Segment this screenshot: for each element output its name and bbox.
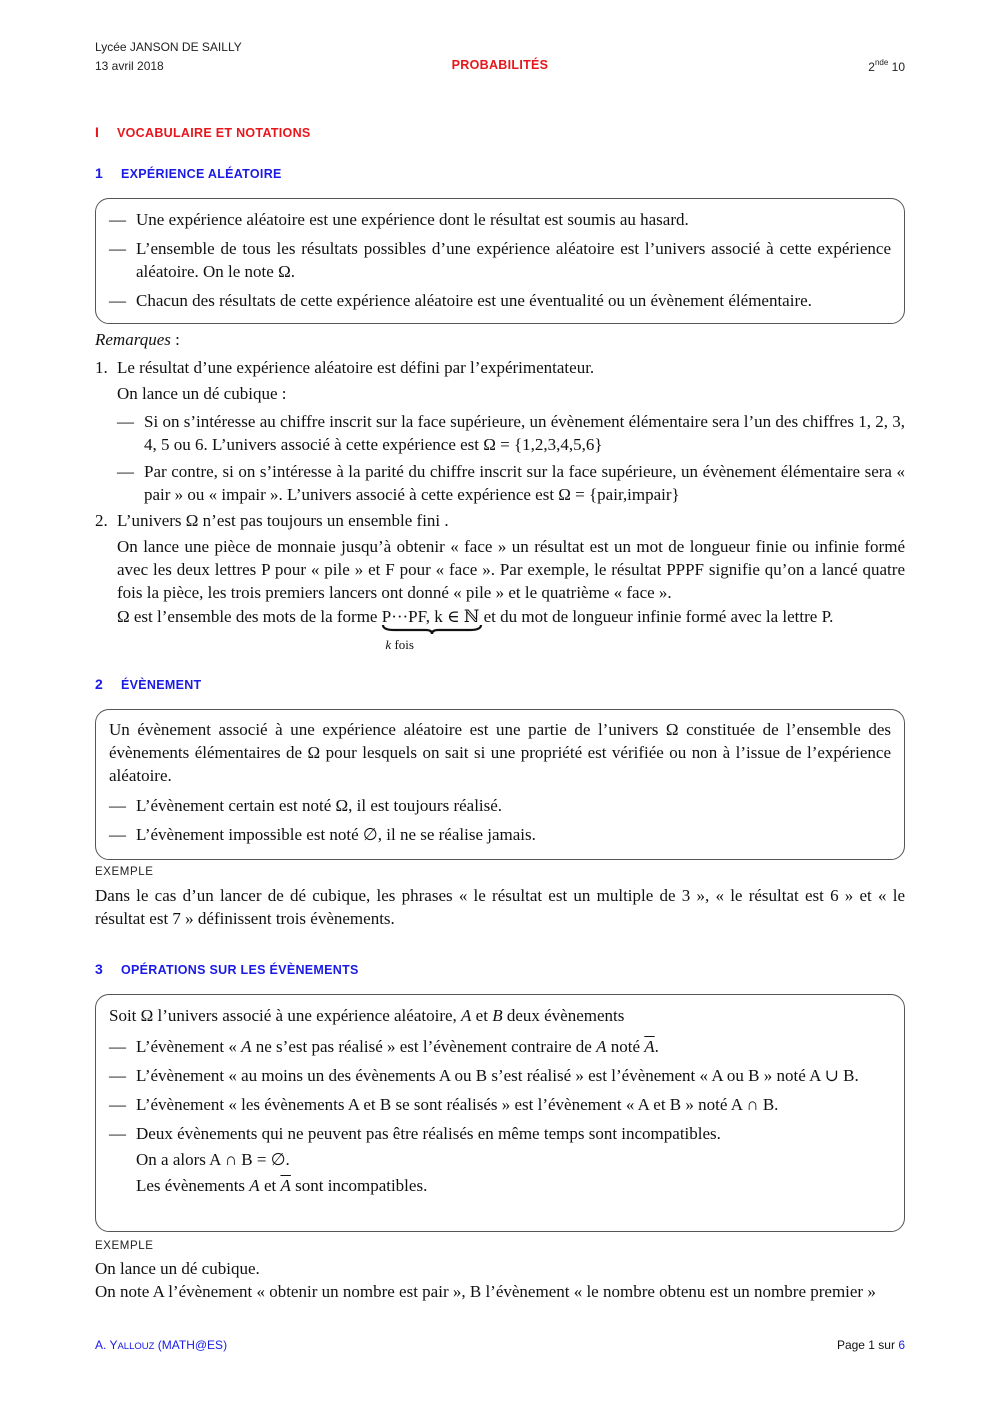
section-title: EXPÉRIENCE ALÉATOIRE	[121, 167, 282, 181]
definition-box-experience	[95, 198, 905, 324]
definition-item: — L’évènement certain est noté Ω, il est toujours réalisé.	[109, 794, 891, 817]
definition-item-incompatible: — Deux évènements qui ne peuvent pas être réalisés en même temps sont incompatibles. On a alors A ∩ B = ∅. Les évènements A et $\overline{A}$ sont incompatibles.	[109, 1122, 891, 1197]
definition-paragraph: Un évènement associé à une expérience aléatoire est une partie de l’univers Ω constituée de l’ensemble des évènements élémentaires de Ω pour lesquels on sait si une propriété est vérifiée ou non à l’issue de l’expérience aléatoire.	[109, 720, 891, 785]
remark-sub-item: — Si on s’intéresse au chiffre inscrit sur la face supérieure, un évènement élémentaire sera l’un des chiffres 1, 2, 3, 4, 5 ou 6. L’univers associé à cette expérience est Ω = {1,2,3,4,5,6}	[117, 410, 905, 456]
definition-item: — Une expérience aléatoire est une expérience dont le résultat est soumis au hasard.	[109, 208, 891, 231]
definition-item: — L’évènement impossible est noté ∅, il ne se réalise jamais.	[109, 823, 891, 846]
section-title: OPÉRATIONS SUR LES ÉVÈNEMENTS	[121, 963, 359, 977]
remarks-label: Remarques :	[95, 330, 180, 349]
complement-a: $\overline{A}$	[280, 1176, 291, 1195]
header-class	[868, 58, 905, 74]
class-sup: nde	[874, 58, 889, 67]
header-title: PROBABILITÉS	[451, 58, 549, 72]
header-school: Lycée JANSON DE SAILLY	[95, 40, 242, 54]
remark-line: Le résultat d’une expérience aléatoire est défini par l’expérimentateur.	[117, 358, 595, 377]
class-main: 2	[868, 60, 875, 74]
part-number: I	[95, 124, 100, 140]
example-label: EXEMPLE	[95, 866, 154, 878]
definition-item: — Chacun des résultats de cette expérience aléatoire est une éventualité ou un évènement élémentaire.	[109, 289, 891, 312]
example-label: EXEMPLE	[95, 1240, 154, 1252]
part-heading	[95, 124, 311, 140]
total-pages-link[interactable]: 6	[898, 1338, 905, 1352]
definition-item-union: — L’évènement « au moins un des évènements A ou B s’est réalisé » est l’évènement « A ou B » noté A ∪ B.	[109, 1064, 891, 1087]
remark-2	[95, 509, 905, 652]
remark-line: On lance un dé cubique :	[117, 384, 287, 403]
remark-paragraph: On lance une pièce de monnaie jusqu’à obtenir « face » un résultat est un mot de longueur finie ou infinie formé avec les deux lettres P pour « pile » et F pour « face ». Par exemple, le résultat PPPF signifie qu’on a lancé quatre fois la pièce, les trois premiers lancers ont donné « pile » et le quatrième « face ».	[117, 537, 905, 602]
definition-item-complement: — L’évènement « A ne s’est pas réalisé » est l’évènement contraire de A noté $\overline{A}$.	[109, 1035, 891, 1058]
section-number: 1	[95, 165, 104, 181]
remark-sub-item: — Par contre, si on s’intéresse à la parité du chiffre inscrit sur la face supérieure, un évènement élémentaire sera « pair » ou « impair ». L’univers associé à cette expérience est Ω = {pair,impair}	[117, 460, 905, 506]
section-number: 2	[95, 676, 104, 692]
definition-box-operations	[95, 994, 905, 1232]
remark-formula-line: Ω est l’ensemble des mots de la forme P···P k fois F, k ∈ ℕ et du mot de longueur infinie formé avec la lettre P.	[117, 607, 834, 652]
definition-box-event	[95, 709, 905, 860]
section-number: 3	[95, 961, 104, 977]
class-num: 10	[891, 60, 905, 74]
header-date: 13 avril 2018	[95, 59, 164, 73]
remark-line: L’univers Ω n’est pas toujours un ensemble fini .	[117, 511, 449, 530]
section-heading-2	[95, 676, 202, 692]
footer-author[interactable]: A. YALLOUZ (MATH@ES)	[95, 1338, 228, 1352]
underbrace: P···P k fois	[382, 605, 418, 628]
part-title: VOCABULAIRE ET NOTATIONS	[117, 126, 311, 140]
example-text: On lance un dé cubique. On note A l’évènement « obtenir un nombre est pair », B l’évènement « le nombre obtenu est un nombre premier »	[95, 1259, 876, 1301]
remark-number: 2.	[95, 511, 108, 530]
example-text: Dans le cas d’un lancer de dé cubique, les phrases « le résultat est un multiple de 3 », « le résultat est 6 » et « le résultat est 7 » définissent trois évènements.	[95, 886, 905, 928]
footer-page-number: Page 1 sur 6	[836, 1338, 905, 1352]
complement-a: $\overline{A}$	[644, 1037, 655, 1056]
remark-1	[95, 356, 905, 510]
remark-number: 1.	[95, 358, 108, 377]
section-title: ÉVÈNEMENT	[121, 678, 202, 692]
definition-item-intersection: — L’évènement « les évènements A et B se sont réalisés » est l’évènement « A et B » noté A ∩ B.	[109, 1093, 891, 1116]
definition-item: — L’ensemble de tous les résultats possibles d’une expérience aléatoire est l’univers associé à cette expérience aléatoire. On le note Ω.	[109, 237, 891, 283]
section-heading-3	[95, 961, 359, 977]
definition-intro: Soit Ω l’univers associé à une expérience aléatoire, A et B deux évènements	[109, 1006, 625, 1025]
section-heading-1	[95, 165, 282, 181]
